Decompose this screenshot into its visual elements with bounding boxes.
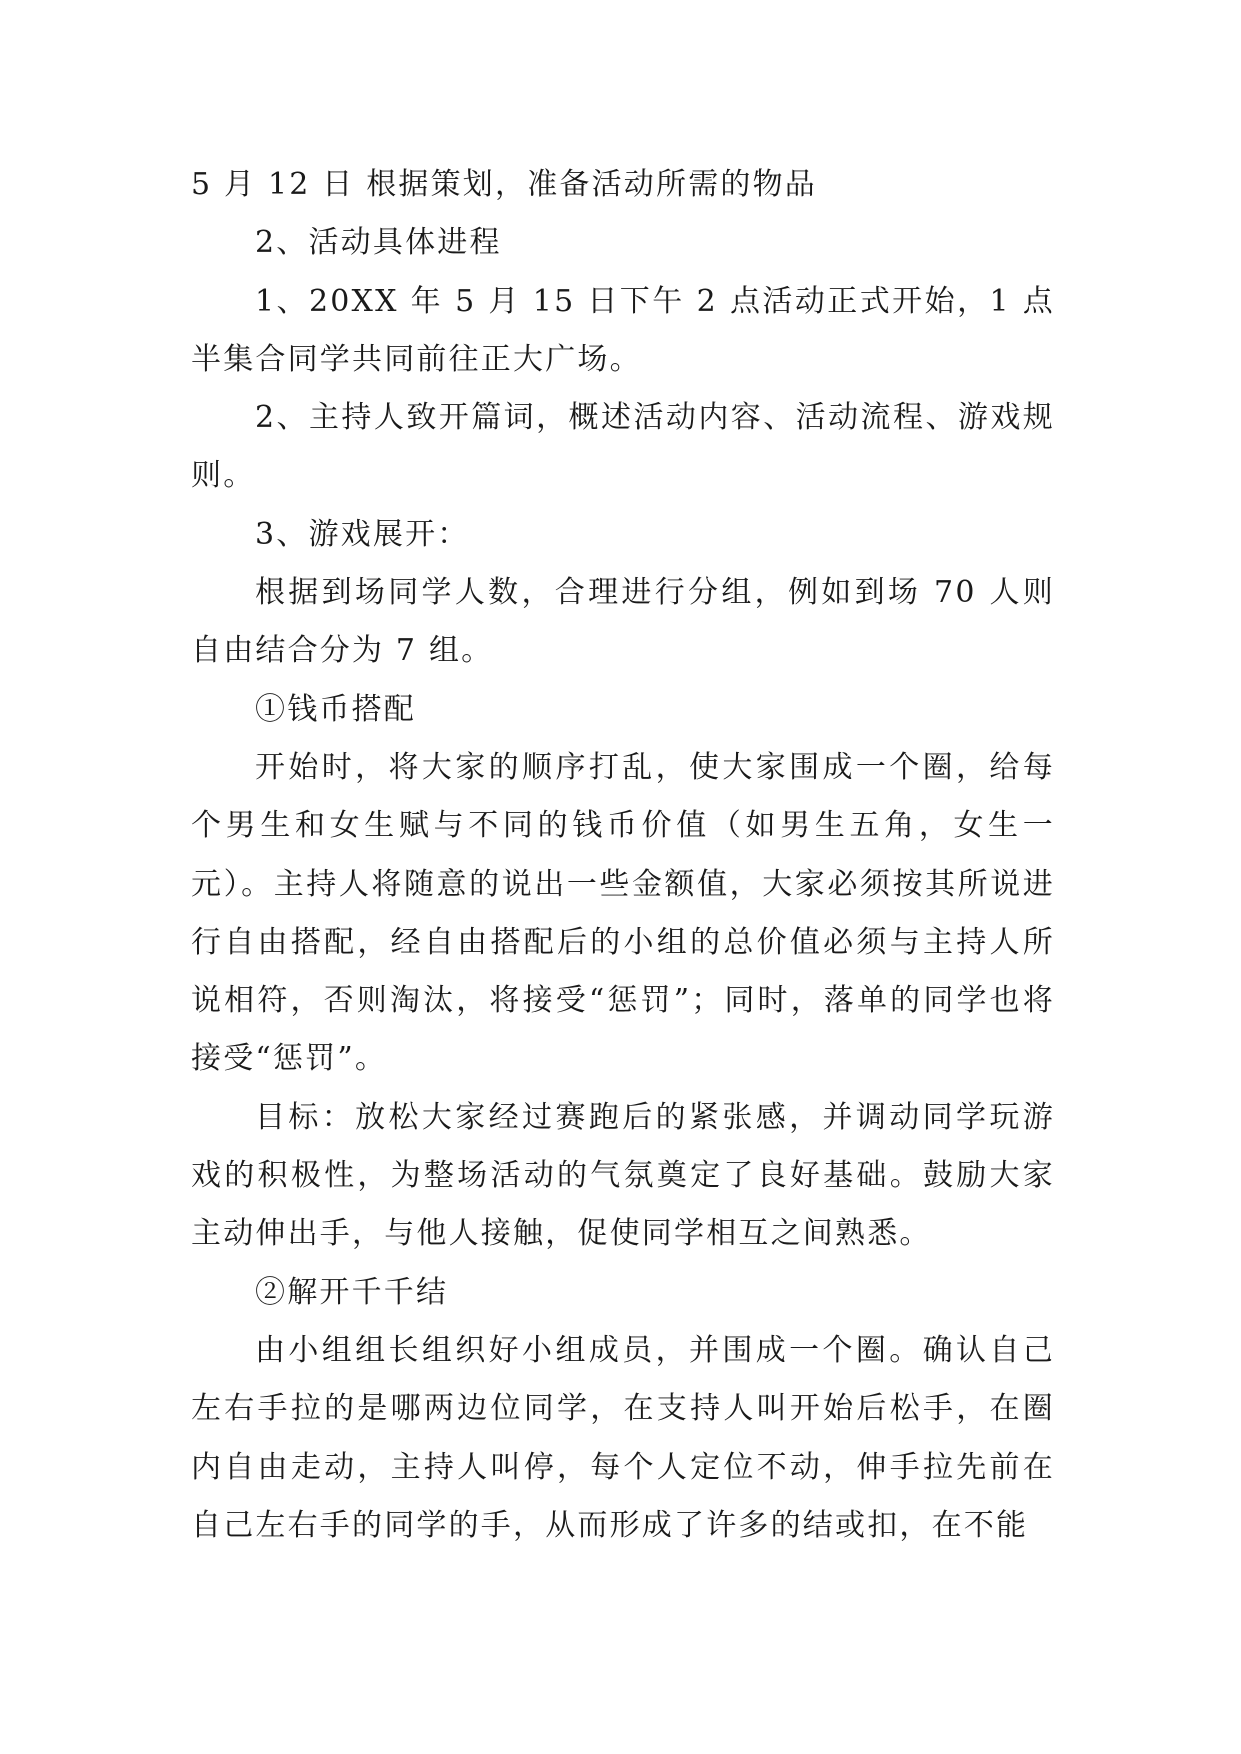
paragraph-game-1-title: ①钱币搭配 [255, 691, 416, 727]
paragraph-step-3: 3、游戏展开： [255, 516, 470, 552]
paragraph-grouping: 根据到场同学人数，合理进行分组，例如到场 70 人则自由结合分为 7 组。 [191, 575, 1055, 669]
paragraph-prep-date: 5 月 12 日 根据策划，准备活动所需的物品 [191, 167, 818, 202]
document-page [191, 156, 1055, 1555]
paragraph-game-2-title: ②解开千千结 [255, 1274, 449, 1310]
paragraph-game-1-rules: 开始时，将大家的顺序打乱，使大家围成一个圈，给每个男生和女生赋与不同的钱币价值（如男生五角，女生一元）。主持人将随意的说出一些金额值，大家必须按其所说进行自由搭配，经自由搭配后的小组的总价值必须与主持人所说相符，否则淘汰，将接受“惩罚”；同时，落单的同学也将接受“惩罚”。 [191, 749, 1055, 1077]
paragraph-section-heading: 2、活动具体进程 [255, 225, 502, 261]
paragraph-step-2: 2、主持人致开篇词，概述活动内容、活动流程、游戏规则。 [191, 400, 1055, 494]
paragraph-step-1: 1、20XX 年 5 月 15 日下午 2 点活动正式开始，1 点半集合同学共同前往正大广场。 [191, 283, 1055, 377]
paragraph-game-2-rules: 由小组组长组织好小组成员，并围成一个圈。确认自己左右手拉的是哪两边位同学，在支持人叫开始后松手，在圈内自由走动，主持人叫停，每个人定位不动，伸手拉先前在自己左右手的同学的手，从而形成了许多的结或扣，在不能 [191, 1332, 1055, 1543]
paragraph-game-1-goal: 目标：放松大家经过赛跑后的紧张感，并调动同学玩游戏的积极性，为整场活动的气氛奠定了良好基础。鼓励大家主动伸出手，与他人接触，促使同学相互之间熟悉。 [191, 1099, 1055, 1252]
